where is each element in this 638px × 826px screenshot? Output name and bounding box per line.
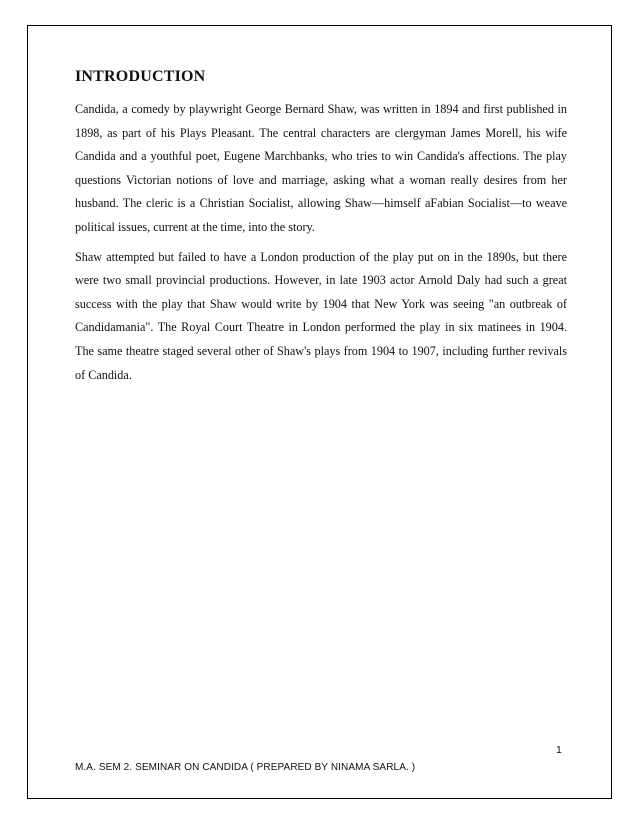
page-number: 1 — [556, 744, 562, 756]
paragraph-1: Candida, a comedy by playwright George Bernard Shaw, was written in 1894 and first published in 1898, as part of his Plays Pleasant. The central characters are clergyman James Morell, his wife Candida and a youthful poet, Eugene Marchbanks, who tries to win Candida's affections. The play questions Victorian notions of love and marriage, asking what a woman really desires from her husband. The cleric is a Christian Socialist, allowing Shaw—himself aFabian Socialist—to weave political issues, current at the time, into the story. — [75, 102, 567, 234]
page-footer: M.A. SEM 2. SEMINAR ON CANDIDA ( PREPARED BY NINAMA SARLA. ) — [75, 762, 416, 773]
page-heading: INTRODUCTION — [75, 68, 206, 85]
page-content — [75, 68, 567, 393]
paragraph-2: Shaw attempted but failed to have a London production of the play put on in the 1890s, but there were two small provincial productions. However, in late 1903 actor Arnold Daly had such a great success with the play that Shaw would write by 1904 that New York was seeing "an outbreak of Candidamania". The Royal Court Theatre in London performed the play in six matinees in 1904. The same theatre staged several other of Shaw's plays from 1904 to 1907, including further revivals of Candida. — [75, 249, 567, 382]
